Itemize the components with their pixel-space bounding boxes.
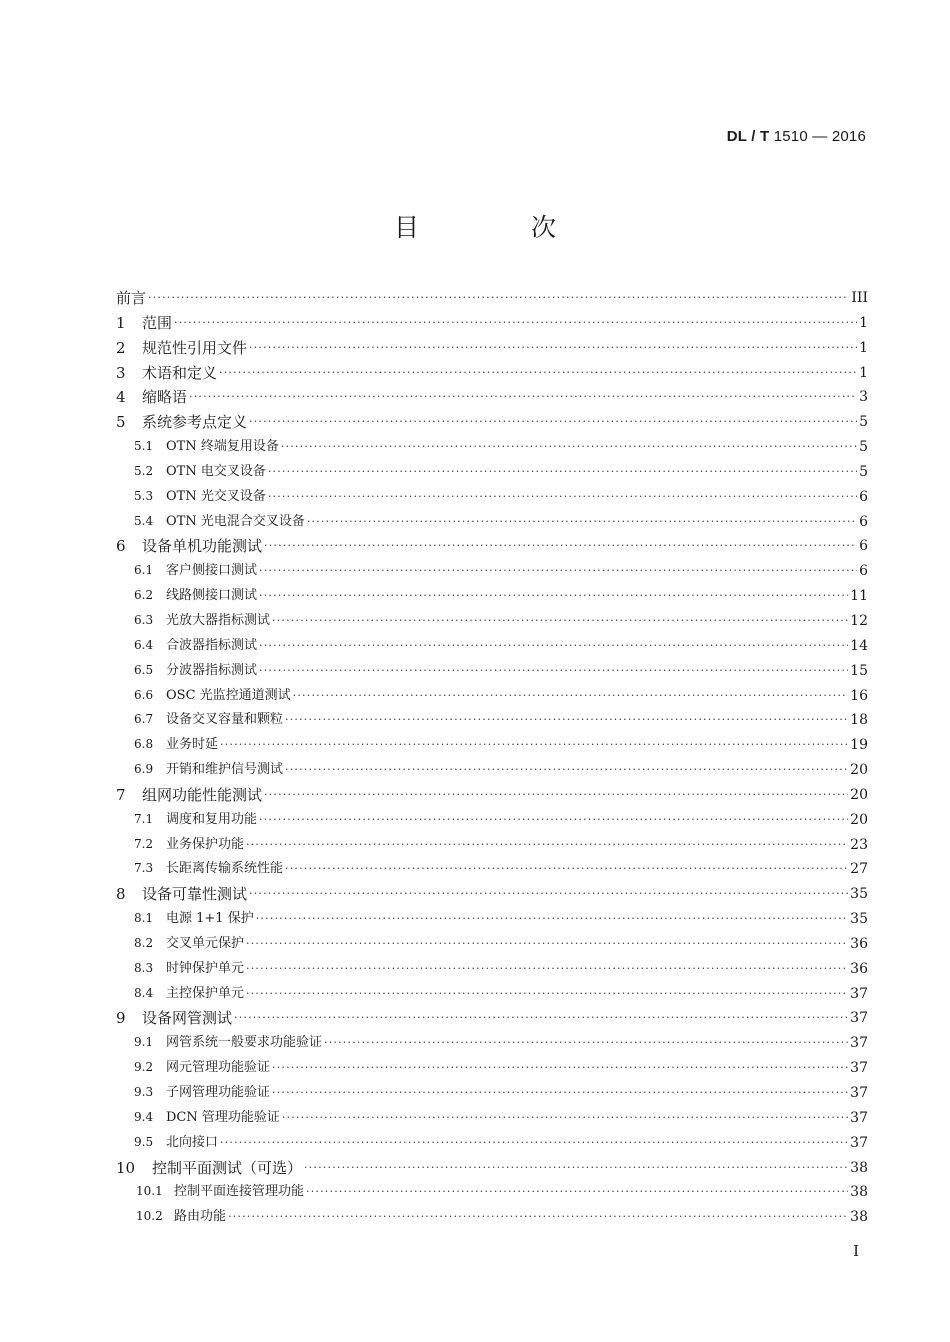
toc-entry-heading bbox=[116, 683, 291, 709]
toc-entry-page: 18 bbox=[850, 712, 868, 729]
toc-entry[interactable] bbox=[116, 559, 868, 584]
toc-leader-dots bbox=[228, 1205, 848, 1230]
toc-entry[interactable] bbox=[116, 1081, 868, 1106]
toc-entry-page: 11 bbox=[850, 588, 868, 605]
toc-entry-title: 前言 bbox=[116, 289, 147, 307]
standard-code-number: 1510 — 2016 bbox=[773, 128, 866, 145]
toc-entry-number: 8 bbox=[116, 885, 126, 904]
toc-leader-dots bbox=[246, 833, 848, 858]
toc-entry-title: 开销和维护信号测试 bbox=[166, 762, 284, 778]
toc-entry-page: 6 bbox=[859, 563, 868, 580]
toc-entry-title: 缩略语 bbox=[142, 388, 188, 407]
table-of-contents bbox=[116, 286, 868, 1230]
toc-entry-number: 5.3 bbox=[134, 488, 154, 503]
toc-entry-heading bbox=[116, 732, 218, 758]
toc-entry[interactable] bbox=[116, 882, 868, 907]
toc-entry[interactable] bbox=[116, 1180, 868, 1205]
toc-entry-heading bbox=[116, 434, 279, 460]
toc-entry-title: 控制平面连接管理功能 bbox=[174, 1184, 305, 1200]
toc-entry-number: 9.3 bbox=[134, 1085, 154, 1099]
toc-entry-title: 范围 bbox=[142, 313, 173, 332]
toc-entry[interactable] bbox=[116, 982, 868, 1007]
toc-entry-heading bbox=[116, 608, 270, 634]
toc-leader-dots bbox=[272, 1081, 848, 1106]
toc-entry-title: 设备交叉容量和颗粒 bbox=[166, 712, 284, 728]
toc-entry-title: 术语和定义 bbox=[142, 363, 218, 382]
toc-leader-dots bbox=[272, 609, 848, 634]
toc-leader-dots bbox=[324, 1031, 848, 1056]
toc-entry[interactable] bbox=[116, 808, 868, 833]
toc-entry-title: 北向接口 bbox=[166, 1134, 219, 1150]
toc-entry-heading bbox=[116, 658, 257, 684]
toc-entry-title: OTN 光交叉设备 bbox=[166, 488, 266, 504]
toc-entry[interactable] bbox=[116, 435, 868, 460]
toc-entry-page: 37 bbox=[850, 1109, 868, 1126]
toc-leader-dots bbox=[281, 435, 857, 460]
toc-leader-dots bbox=[220, 1131, 848, 1156]
toc-entry-heading bbox=[116, 1179, 304, 1205]
toc-entry[interactable] bbox=[116, 336, 868, 361]
toc-entry-title: 光放大器指标测试 bbox=[166, 612, 271, 628]
toc-entry-heading bbox=[116, 410, 247, 435]
toc-leader-dots bbox=[307, 510, 857, 535]
toc-entry[interactable] bbox=[116, 510, 868, 535]
toc-leader-dots bbox=[259, 659, 848, 684]
toc-entry-page: 37 bbox=[850, 1010, 868, 1027]
toc-entry-title: 主控保护单元 bbox=[166, 985, 245, 1001]
toc-entry[interactable] bbox=[116, 783, 868, 808]
toc-entry-number: 6.1 bbox=[134, 563, 154, 578]
toc-entry-page: 37 bbox=[850, 1085, 868, 1101]
toc-entry-heading bbox=[116, 583, 257, 609]
toc-entry-heading bbox=[116, 981, 244, 1007]
toc-entry-title: 路由功能 bbox=[174, 1209, 227, 1225]
toc-leader-dots bbox=[246, 932, 848, 957]
toc-entry[interactable] bbox=[116, 609, 868, 634]
toc-entry-page: 38 bbox=[850, 1209, 868, 1226]
toc-entry-heading bbox=[116, 1105, 280, 1131]
toc-entry-heading bbox=[116, 311, 172, 336]
toc-leader-dots bbox=[249, 410, 857, 435]
toc-entry-number: 6.9 bbox=[134, 762, 154, 777]
toc-entry[interactable] bbox=[116, 460, 868, 485]
toc-entry[interactable] bbox=[116, 311, 868, 336]
toc-leader-dots bbox=[246, 982, 848, 1007]
toc-entry[interactable] bbox=[116, 932, 868, 957]
toc-entry-title: 时钟保护单元 bbox=[166, 960, 245, 976]
toc-entry-heading bbox=[116, 534, 262, 559]
toc-leader-dots bbox=[268, 485, 857, 510]
toc-entry[interactable] bbox=[116, 410, 868, 435]
toc-leader-dots bbox=[246, 957, 848, 982]
toc-entry-title: OSC 光监控通道测试 bbox=[166, 687, 291, 703]
toc-entry-number: 5.1 bbox=[134, 439, 154, 454]
toc-entry-page: 35 bbox=[850, 886, 868, 903]
toc-leader-dots bbox=[259, 808, 848, 833]
toc-entry[interactable] bbox=[116, 534, 868, 559]
toc-entry-title: 业务保护功能 bbox=[166, 836, 245, 852]
toc-entry[interactable] bbox=[116, 485, 868, 510]
toc-leader-dots bbox=[256, 907, 848, 932]
toc-entry-page: 6 bbox=[859, 538, 868, 555]
toc-entry[interactable] bbox=[116, 833, 868, 858]
toc-entry-page: 6 bbox=[859, 513, 868, 530]
toc-entry-page: 12 bbox=[850, 612, 868, 629]
toc-entry-heading bbox=[116, 906, 254, 932]
toc-entry-page: 38 bbox=[850, 1159, 868, 1176]
toc-entry-title: 设备网管测试 bbox=[142, 1009, 233, 1028]
toc-leader-dots bbox=[259, 559, 857, 584]
toc-leader-dots bbox=[285, 857, 848, 882]
toc-entry[interactable] bbox=[116, 361, 868, 386]
toc-entry-heading bbox=[116, 484, 266, 510]
toc-entry[interactable] bbox=[116, 733, 868, 758]
toc-entry[interactable] bbox=[116, 659, 868, 684]
toc-entry[interactable] bbox=[116, 957, 868, 982]
toc-entry[interactable] bbox=[116, 1106, 868, 1131]
toc-entry-heading bbox=[116, 286, 146, 311]
toc-entry-title: OTN 终端复用设备 bbox=[166, 439, 279, 455]
toc-leader-dots bbox=[148, 286, 849, 311]
toc-entry-page: 5 bbox=[859, 439, 868, 456]
toc-entry-number: 10.1 bbox=[136, 1184, 163, 1199]
toc-entry-heading bbox=[116, 1130, 218, 1156]
toc-entry-title: 设备可靠性测试 bbox=[142, 885, 248, 904]
toc-entry-page: 37 bbox=[850, 1035, 868, 1052]
toc-entry-heading bbox=[116, 385, 187, 410]
toc-entry-number: 8.4 bbox=[134, 985, 154, 1000]
toc-entry-heading bbox=[116, 856, 283, 882]
toc-leader-dots bbox=[304, 1156, 848, 1181]
toc-entry-number: 7.3 bbox=[134, 861, 154, 876]
toc-entry-heading bbox=[116, 1080, 270, 1106]
toc-leader-dots bbox=[259, 584, 848, 609]
toc-entry-number: 7.2 bbox=[134, 836, 154, 851]
toc-entry[interactable] bbox=[116, 1006, 868, 1031]
toc-leader-dots bbox=[282, 1106, 848, 1131]
toc-entry-heading bbox=[116, 807, 257, 833]
toc-entry-heading bbox=[116, 509, 305, 535]
toc-leader-dots bbox=[220, 733, 848, 758]
standard-code bbox=[727, 128, 866, 145]
page-title: 目 次 bbox=[394, 213, 608, 242]
toc-entry-heading bbox=[116, 1055, 270, 1081]
toc-entry-number: 6.4 bbox=[134, 637, 154, 652]
toc-entry[interactable] bbox=[116, 1131, 868, 1156]
toc-entry-number: 2 bbox=[116, 338, 126, 357]
toc-entry-title: 组网功能性能测试 bbox=[142, 785, 263, 804]
toc-entry-number: 6 bbox=[116, 537, 126, 556]
toc-entry-page: 16 bbox=[850, 687, 868, 704]
toc-entry-number: 10 bbox=[116, 1158, 136, 1177]
toc-entry-page: 23 bbox=[850, 836, 868, 853]
toc-entry-heading bbox=[116, 882, 247, 907]
toc-leader-dots bbox=[189, 385, 857, 410]
toc-entry-page: 35 bbox=[850, 911, 868, 928]
toc-entry-title: OTN 光电混合交叉设备 bbox=[166, 513, 305, 529]
toc-entry-heading bbox=[116, 459, 266, 485]
toc-entry-page: 1 bbox=[859, 314, 868, 331]
toc-entry-title: 网管系统一般要求功能验证 bbox=[166, 1035, 323, 1051]
toc-entry-title: 业务时延 bbox=[166, 737, 219, 753]
toc-entry-number: 10.2 bbox=[136, 1209, 163, 1224]
toc-entry-number: 5 bbox=[116, 413, 126, 432]
toc-entry-page: 6 bbox=[859, 488, 868, 505]
toc-entry-heading bbox=[116, 633, 257, 659]
toc-entry-title: 长距离传输系统性能 bbox=[166, 861, 284, 877]
toc-leader-dots bbox=[306, 1180, 848, 1205]
toc-entry-page: 14 bbox=[850, 637, 868, 654]
toc-entry-number: 9.5 bbox=[134, 1134, 154, 1149]
toc-entry[interactable] bbox=[116, 758, 868, 783]
toc-entry-page: 3 bbox=[859, 389, 868, 406]
toc-entry-number: 5.4 bbox=[134, 513, 154, 528]
toc-entry-number: 1 bbox=[116, 313, 126, 332]
toc-entry-title: 网元管理功能验证 bbox=[166, 1060, 271, 1076]
toc-entry-title: 客户侧接口测试 bbox=[166, 563, 258, 579]
toc-entry-number: 9 bbox=[116, 1009, 126, 1028]
toc-entry-page: 20 bbox=[850, 762, 868, 779]
toc-entry-page: 36 bbox=[850, 960, 868, 977]
toc-entry-number: 6.6 bbox=[134, 687, 154, 702]
toc-entry-heading bbox=[116, 956, 244, 982]
toc-entry-number: 6.5 bbox=[134, 662, 154, 677]
toc-entry-heading bbox=[116, 783, 262, 808]
toc-entry-heading bbox=[116, 757, 283, 783]
toc-entry-page: 1 bbox=[859, 339, 868, 356]
toc-leader-dots bbox=[219, 361, 857, 386]
toc-entry-heading bbox=[116, 361, 217, 386]
toc-entry-page: 20 bbox=[850, 811, 868, 828]
toc-entry-title: 系统参考点定义 bbox=[142, 413, 248, 432]
toc-entry[interactable] bbox=[116, 684, 868, 709]
toc-entry-heading bbox=[116, 931, 244, 957]
toc-entry-page: 37 bbox=[850, 1134, 868, 1151]
toc-entry-number: 6.3 bbox=[134, 612, 154, 627]
toc-entry-title: 交叉单元保护 bbox=[166, 935, 245, 951]
toc-entry-number: 9.4 bbox=[134, 1109, 154, 1124]
toc-leader-dots bbox=[249, 336, 857, 361]
toc-leader-dots bbox=[259, 634, 848, 659]
toc-entry-page: 15 bbox=[850, 662, 868, 679]
toc-entry-number: 6.2 bbox=[134, 588, 154, 603]
toc-entry-page: 5 bbox=[859, 463, 868, 480]
toc-entry-heading bbox=[116, 1006, 232, 1031]
toc-leader-dots bbox=[293, 684, 849, 709]
toc-entry-number: 8.2 bbox=[134, 935, 154, 950]
toc-entry-title: 设备单机功能测试 bbox=[142, 537, 263, 556]
toc-leader-dots bbox=[268, 460, 857, 485]
toc-entry-page: 36 bbox=[850, 935, 868, 952]
toc-entry-title: 合波器指标测试 bbox=[166, 637, 258, 653]
toc-entry[interactable] bbox=[116, 857, 868, 882]
toc-entry[interactable] bbox=[116, 1056, 868, 1081]
toc-entry-page: III bbox=[851, 290, 868, 306]
standard-code-prefix: DL / T bbox=[726, 128, 770, 145]
toc-entry-number: 4 bbox=[116, 388, 126, 407]
toc-entry-heading bbox=[116, 558, 257, 584]
toc-entry[interactable] bbox=[116, 1031, 868, 1056]
toc-leader-dots bbox=[264, 783, 848, 808]
toc-entry-title: 规范性引用文件 bbox=[142, 338, 248, 357]
toc-entry-title: 控制平面测试（可选） bbox=[152, 1158, 303, 1177]
toc-entry-number: 7.1 bbox=[134, 811, 154, 826]
toc-entry-number: 5.2 bbox=[134, 463, 154, 478]
toc-entry-page: 20 bbox=[850, 786, 868, 803]
toc-entry-title: 电源 1+1 保护 bbox=[166, 911, 254, 927]
page-number: I bbox=[853, 1242, 859, 1260]
toc-entry[interactable] bbox=[116, 708, 868, 733]
toc-entry-page: 5 bbox=[859, 414, 868, 431]
toc-entry-heading bbox=[116, 1030, 322, 1056]
toc-entry-heading bbox=[116, 832, 244, 858]
toc-entry-heading bbox=[116, 1204, 226, 1230]
toc-entry-number: 6.8 bbox=[134, 737, 154, 752]
toc-entry-title: 调度和复用功能 bbox=[166, 811, 258, 827]
toc-entry-number: 3 bbox=[116, 363, 126, 382]
toc-leader-dots bbox=[249, 882, 848, 907]
toc-entry-page: 38 bbox=[850, 1184, 868, 1201]
toc-entry-page: 19 bbox=[850, 737, 868, 754]
toc-entry-title: 分波器指标测试 bbox=[166, 662, 258, 678]
toc-entry-heading bbox=[116, 1156, 302, 1181]
toc-leader-dots bbox=[234, 1006, 848, 1031]
toc-leader-dots bbox=[264, 534, 857, 559]
toc-entry-number: 9.1 bbox=[134, 1035, 154, 1050]
toc-entry-title: DCN 管理功能验证 bbox=[166, 1109, 280, 1125]
toc-entry-number: 6.7 bbox=[134, 712, 154, 727]
toc-entry-page: 37 bbox=[850, 1060, 868, 1077]
toc-entry-number: 9.2 bbox=[134, 1060, 154, 1075]
toc-entry-number: 8.1 bbox=[134, 911, 154, 926]
toc-leader-dots bbox=[272, 1056, 848, 1081]
toc-entry-title: OTN 电交叉设备 bbox=[166, 463, 266, 479]
toc-leader-dots bbox=[285, 758, 848, 783]
toc-entry-page: 27 bbox=[850, 861, 868, 878]
toc-leader-dots bbox=[174, 311, 857, 336]
toc-leader-dots bbox=[285, 708, 848, 733]
toc-entry[interactable] bbox=[116, 1156, 868, 1181]
toc-entry[interactable] bbox=[116, 385, 868, 410]
toc-entry[interactable] bbox=[116, 634, 868, 659]
toc-entry-title: 子网管理功能验证 bbox=[166, 1085, 271, 1100]
toc-entry-title: 线路侧接口测试 bbox=[166, 588, 258, 604]
toc-entry-heading bbox=[116, 707, 283, 733]
toc-entry[interactable] bbox=[116, 584, 868, 609]
toc-entry-page: 1 bbox=[859, 364, 868, 381]
toc-entry[interactable] bbox=[116, 907, 868, 932]
toc-entry-heading bbox=[116, 336, 247, 361]
toc-entry-number: 7 bbox=[116, 785, 126, 804]
toc-entry[interactable] bbox=[116, 1205, 868, 1230]
toc-entry[interactable] bbox=[116, 286, 868, 311]
toc-entry-number: 8.3 bbox=[134, 960, 154, 975]
toc-entry-page: 37 bbox=[850, 985, 868, 1002]
